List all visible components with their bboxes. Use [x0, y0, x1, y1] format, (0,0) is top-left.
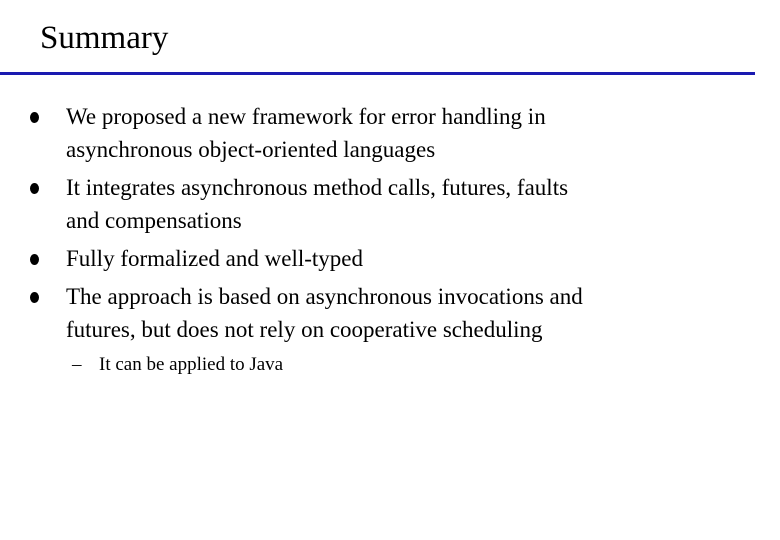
title-rule — [0, 72, 755, 75]
bullet-dot-icon — [30, 292, 39, 303]
bullet-item — [0, 242, 760, 275]
bullet-item — [0, 171, 760, 237]
bullet-dot-icon — [30, 254, 39, 265]
bullet-dot-icon — [30, 112, 39, 123]
sub-bullet-list — [66, 351, 760, 379]
bullet-line: We proposed a new framework for error handling in — [66, 104, 546, 129]
sub-bullet-text: It can be applied to Java — [99, 354, 284, 375]
bullet-line: Fully formalized and well-typed — [66, 246, 364, 271]
sub-bullet-item — [66, 351, 760, 379]
bullet-line: It integrates asynchronous method calls, futures, faults — [66, 175, 569, 200]
bullet-line: futures, but does not rely on cooperative scheduling — [66, 317, 543, 342]
bullet-line: asynchronous object-oriented languages — [66, 137, 436, 162]
bullet-item — [0, 100, 760, 166]
bullet-list — [0, 100, 760, 384]
dash-icon: – — [72, 354, 82, 375]
bullet-dot-icon — [30, 183, 39, 194]
bullet-line: and compensations — [66, 208, 242, 233]
bullet-line: The approach is based on asynchronous invocations and — [66, 284, 583, 309]
bullet-item — [0, 280, 760, 379]
slide-title: Summary — [40, 20, 169, 56]
